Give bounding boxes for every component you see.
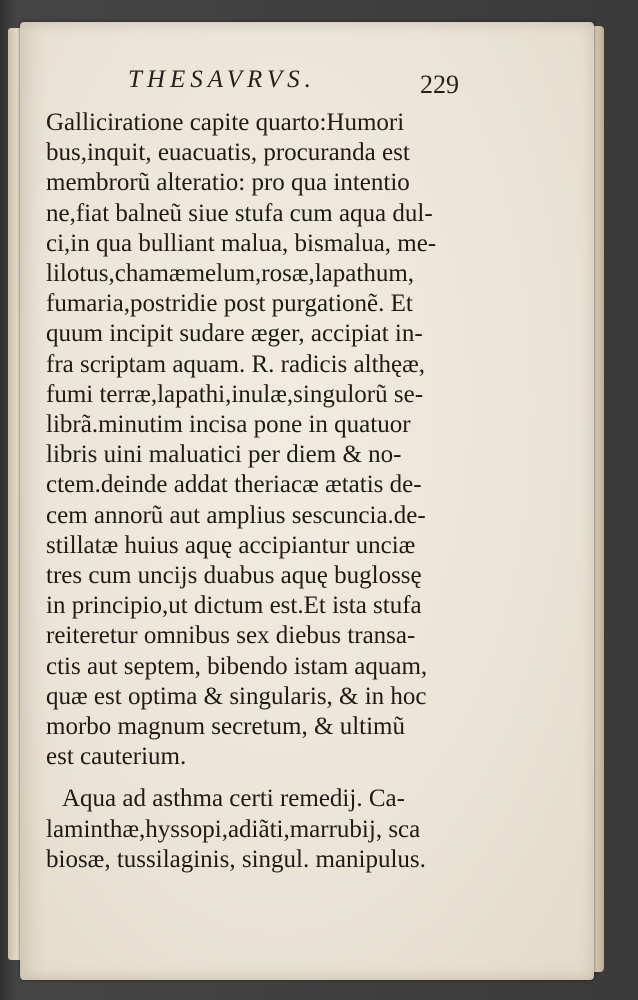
text-line: libris uini maluatici per diem & no- — [46, 441, 402, 469]
text-line: fumaria,postridie post purgationẽ. Et — [46, 290, 413, 318]
paragraph-first-line: Aqua ad asthma certi remedij. Ca- — [62, 785, 405, 813]
text-line: quæ est optima & singularis, & in hoc — [46, 682, 427, 710]
text-line: ci,in qua bulliant malua, bismalua, me- — [46, 229, 437, 257]
text-line: stillatæ huius aquę accipiantur unciæ — [46, 531, 416, 559]
text-line: quum incipit sudare æger, accipiat in- — [46, 320, 423, 348]
running-head: THESAVRVS. — [128, 66, 316, 93]
body-text — [46, 108, 462, 875]
text-line: ctem.deinde addat theriacæ ætatis de- — [46, 471, 422, 499]
text-line: fra scriptam aquam. R. radicis althęæ, — [46, 350, 426, 378]
text-line: membrorũ alteratio: pro qua intentio — [46, 169, 410, 197]
text-line: biosæ, tussilaginis, singul. manipulus. — [46, 845, 426, 873]
text-line: in principio,ut dictum est.Et ista stufa — [46, 592, 422, 620]
text-line: bus,inquit, euacuatis, procuranda est — [46, 139, 410, 167]
text-line: ctis aut septem, bibendo istam aquam, — [46, 652, 428, 680]
text-line: tres cum uncijs duabus aquę buglossę — [46, 562, 422, 590]
text-line: morbo magnum secretum, & ultimũ — [46, 713, 405, 741]
text-line: laminthæ,hyssopi,adiãti,marrubij, sca — [46, 815, 421, 843]
text-line: fumi terræ,lapathi,inulæ,singulorũ se- — [46, 380, 424, 408]
text-line: cem annorũ aut amplius sescuncia.de- — [46, 501, 426, 529]
text-line: ne,fiat balneũ siue stufa cum aqua dul- — [46, 199, 433, 227]
page-number: 229 — [420, 70, 459, 99]
text-line: librã.minutim incisa pone in quatuor — [46, 411, 411, 439]
text-line: Galliciratione capite quarto:Humori — [46, 109, 405, 136]
text-line: reiteretur omnibus sex diebus transa- — [46, 622, 416, 650]
text-line: est cauterium. — [46, 743, 187, 771]
text-line: lilotus,chamæmelum,rosæ,lapathum, — [46, 260, 415, 288]
